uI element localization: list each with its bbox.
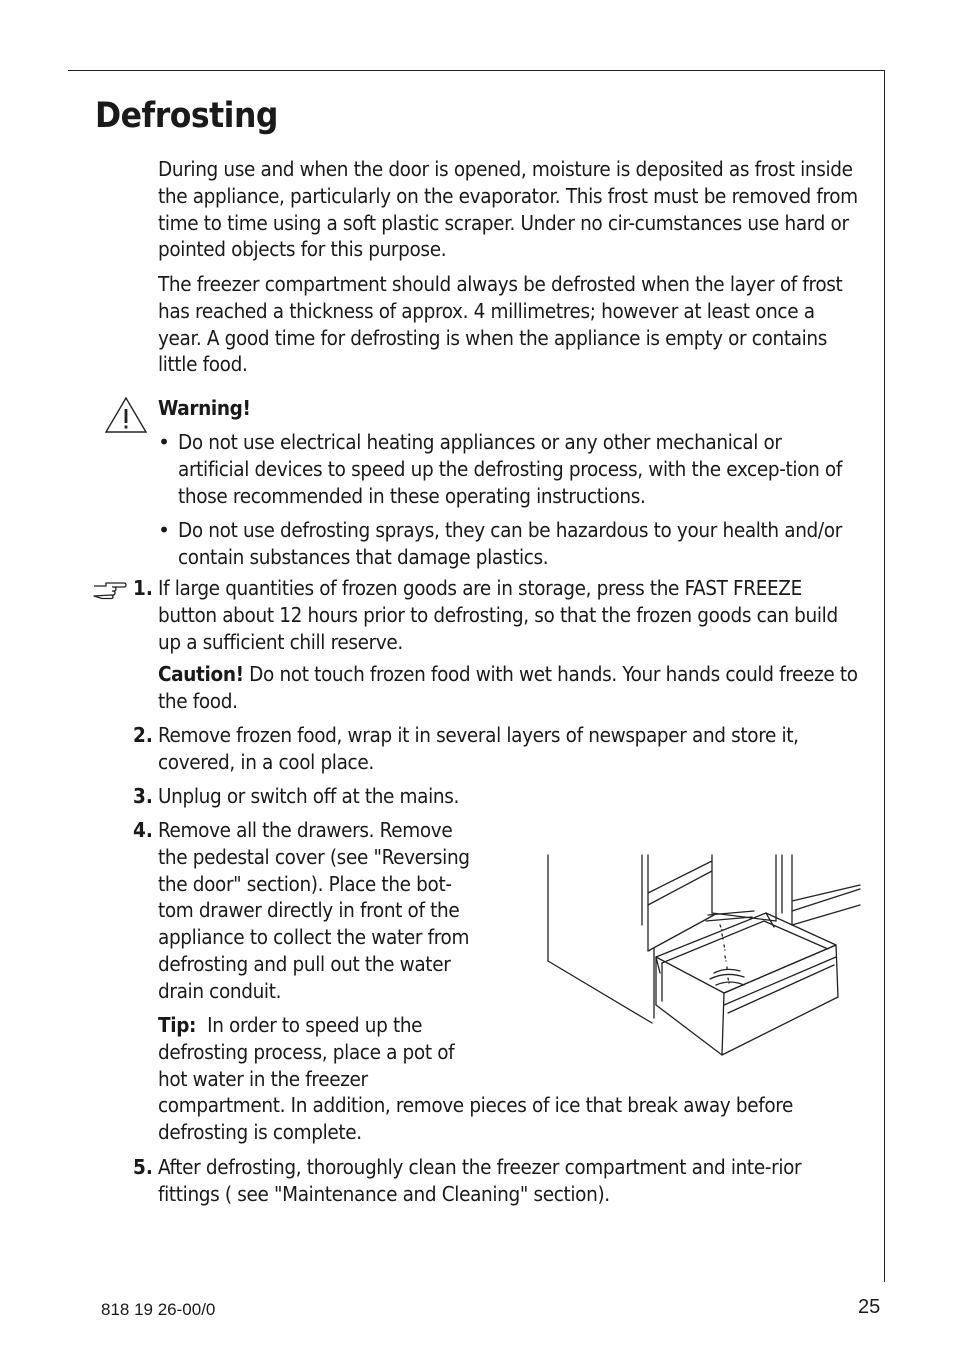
tip-line: hot water in the freezer [158, 1066, 368, 1091]
step-3-text: Unplug or switch off at the mains. [158, 784, 460, 808]
document-code: 818 19 26-00/0 [101, 1300, 216, 1319]
step-4-line: drain conduit. [158, 978, 282, 1003]
step-2-number: 2. [133, 723, 153, 747]
step-3-number: 3. [133, 784, 153, 808]
step-2-text: Remove frozen food, wrap it in several layers of newspaper and store it, covered, in a cool place. [158, 723, 799, 774]
right-rule [884, 70, 885, 1282]
intro-paragraph-2: The freezer compartment should always be defrosted when the layer of frost has reached a thickness of approx. 4 millimetres; however at least once a year. A good time for defrosting is when the appliance is empty or contains little food. [158, 272, 843, 377]
pointing-hand-icon [92, 578, 128, 600]
step-4-line: the door" section). Place the bot- [158, 871, 452, 896]
warning-item-1: Do not use electrical heating appliances or any other mechanical or artificial devices to speed up the defrosting process, with the excep-tion of those recommended in these operating instructions. [178, 430, 843, 508]
step-1-caution [158, 661, 858, 715]
warning-heading: Warning! [158, 396, 251, 420]
caution-label: Caution! [158, 662, 244, 686]
step-5-text: After defrosting, thoroughly clean the freezer compartment and inte-rior fittings ( see "Maintenance and Cleaning" section). [158, 1155, 802, 1206]
step-4-line: the pedestal cover (see "Reversing [158, 844, 470, 869]
tip-line: compartment. In addition, remove pieces of ice that break away before [158, 1093, 794, 1118]
step-4-line: Remove all the drawers. Remove [158, 818, 453, 842]
tip-label: Tip: [158, 1013, 197, 1037]
step-4-line: tom drawer directly in front of the [158, 898, 460, 923]
step-4-line: appliance to collect the water from [158, 925, 470, 950]
intro-paragraph-1: During use and when the door is opened, moisture is deposited as frost inside the appliance, particularly on the evaporator. This frost must be removed from time to time using a soft plastic scraper. Under no cir-cumstances use hard or pointed objects for this purpose. [158, 157, 858, 262]
tip-line: defrosting process, place a pot of [158, 1039, 455, 1064]
tip-line: In order to speed up the [196, 1013, 423, 1037]
top-rule [68, 70, 885, 71]
caution-text: Do not touch frozen food with wet hands. Your hands could freeze to the food. [158, 662, 858, 713]
warning-triangle-icon [104, 396, 148, 434]
step-4-number: 4. [133, 818, 153, 842]
step-5-number: 5. [133, 1155, 153, 1179]
warning-item-2: Do not use defrosting sprays, they can be hazardous to your health and/or contain substances that damage plastics. [178, 518, 842, 569]
warning-bullet-2: • [158, 518, 171, 542]
step-1-text: If large quantities of frozen goods are in storage, press the FAST FREEZE button about 12 hours prior to defrosting, so that the frozen goods can build up a sufficient chill reserve. [158, 576, 838, 654]
page-title: Defrosting [95, 96, 278, 136]
step-4-text [158, 817, 508, 1005]
page-number: 25 [858, 1296, 881, 1318]
tip-line: defrosting is complete. [158, 1120, 362, 1145]
step-1-number: 1. [133, 576, 153, 600]
step-4-line: defrosting and pull out the water [158, 951, 451, 976]
warning-bullet-1: • [158, 430, 171, 454]
drawer-illustration [544, 853, 862, 1061]
